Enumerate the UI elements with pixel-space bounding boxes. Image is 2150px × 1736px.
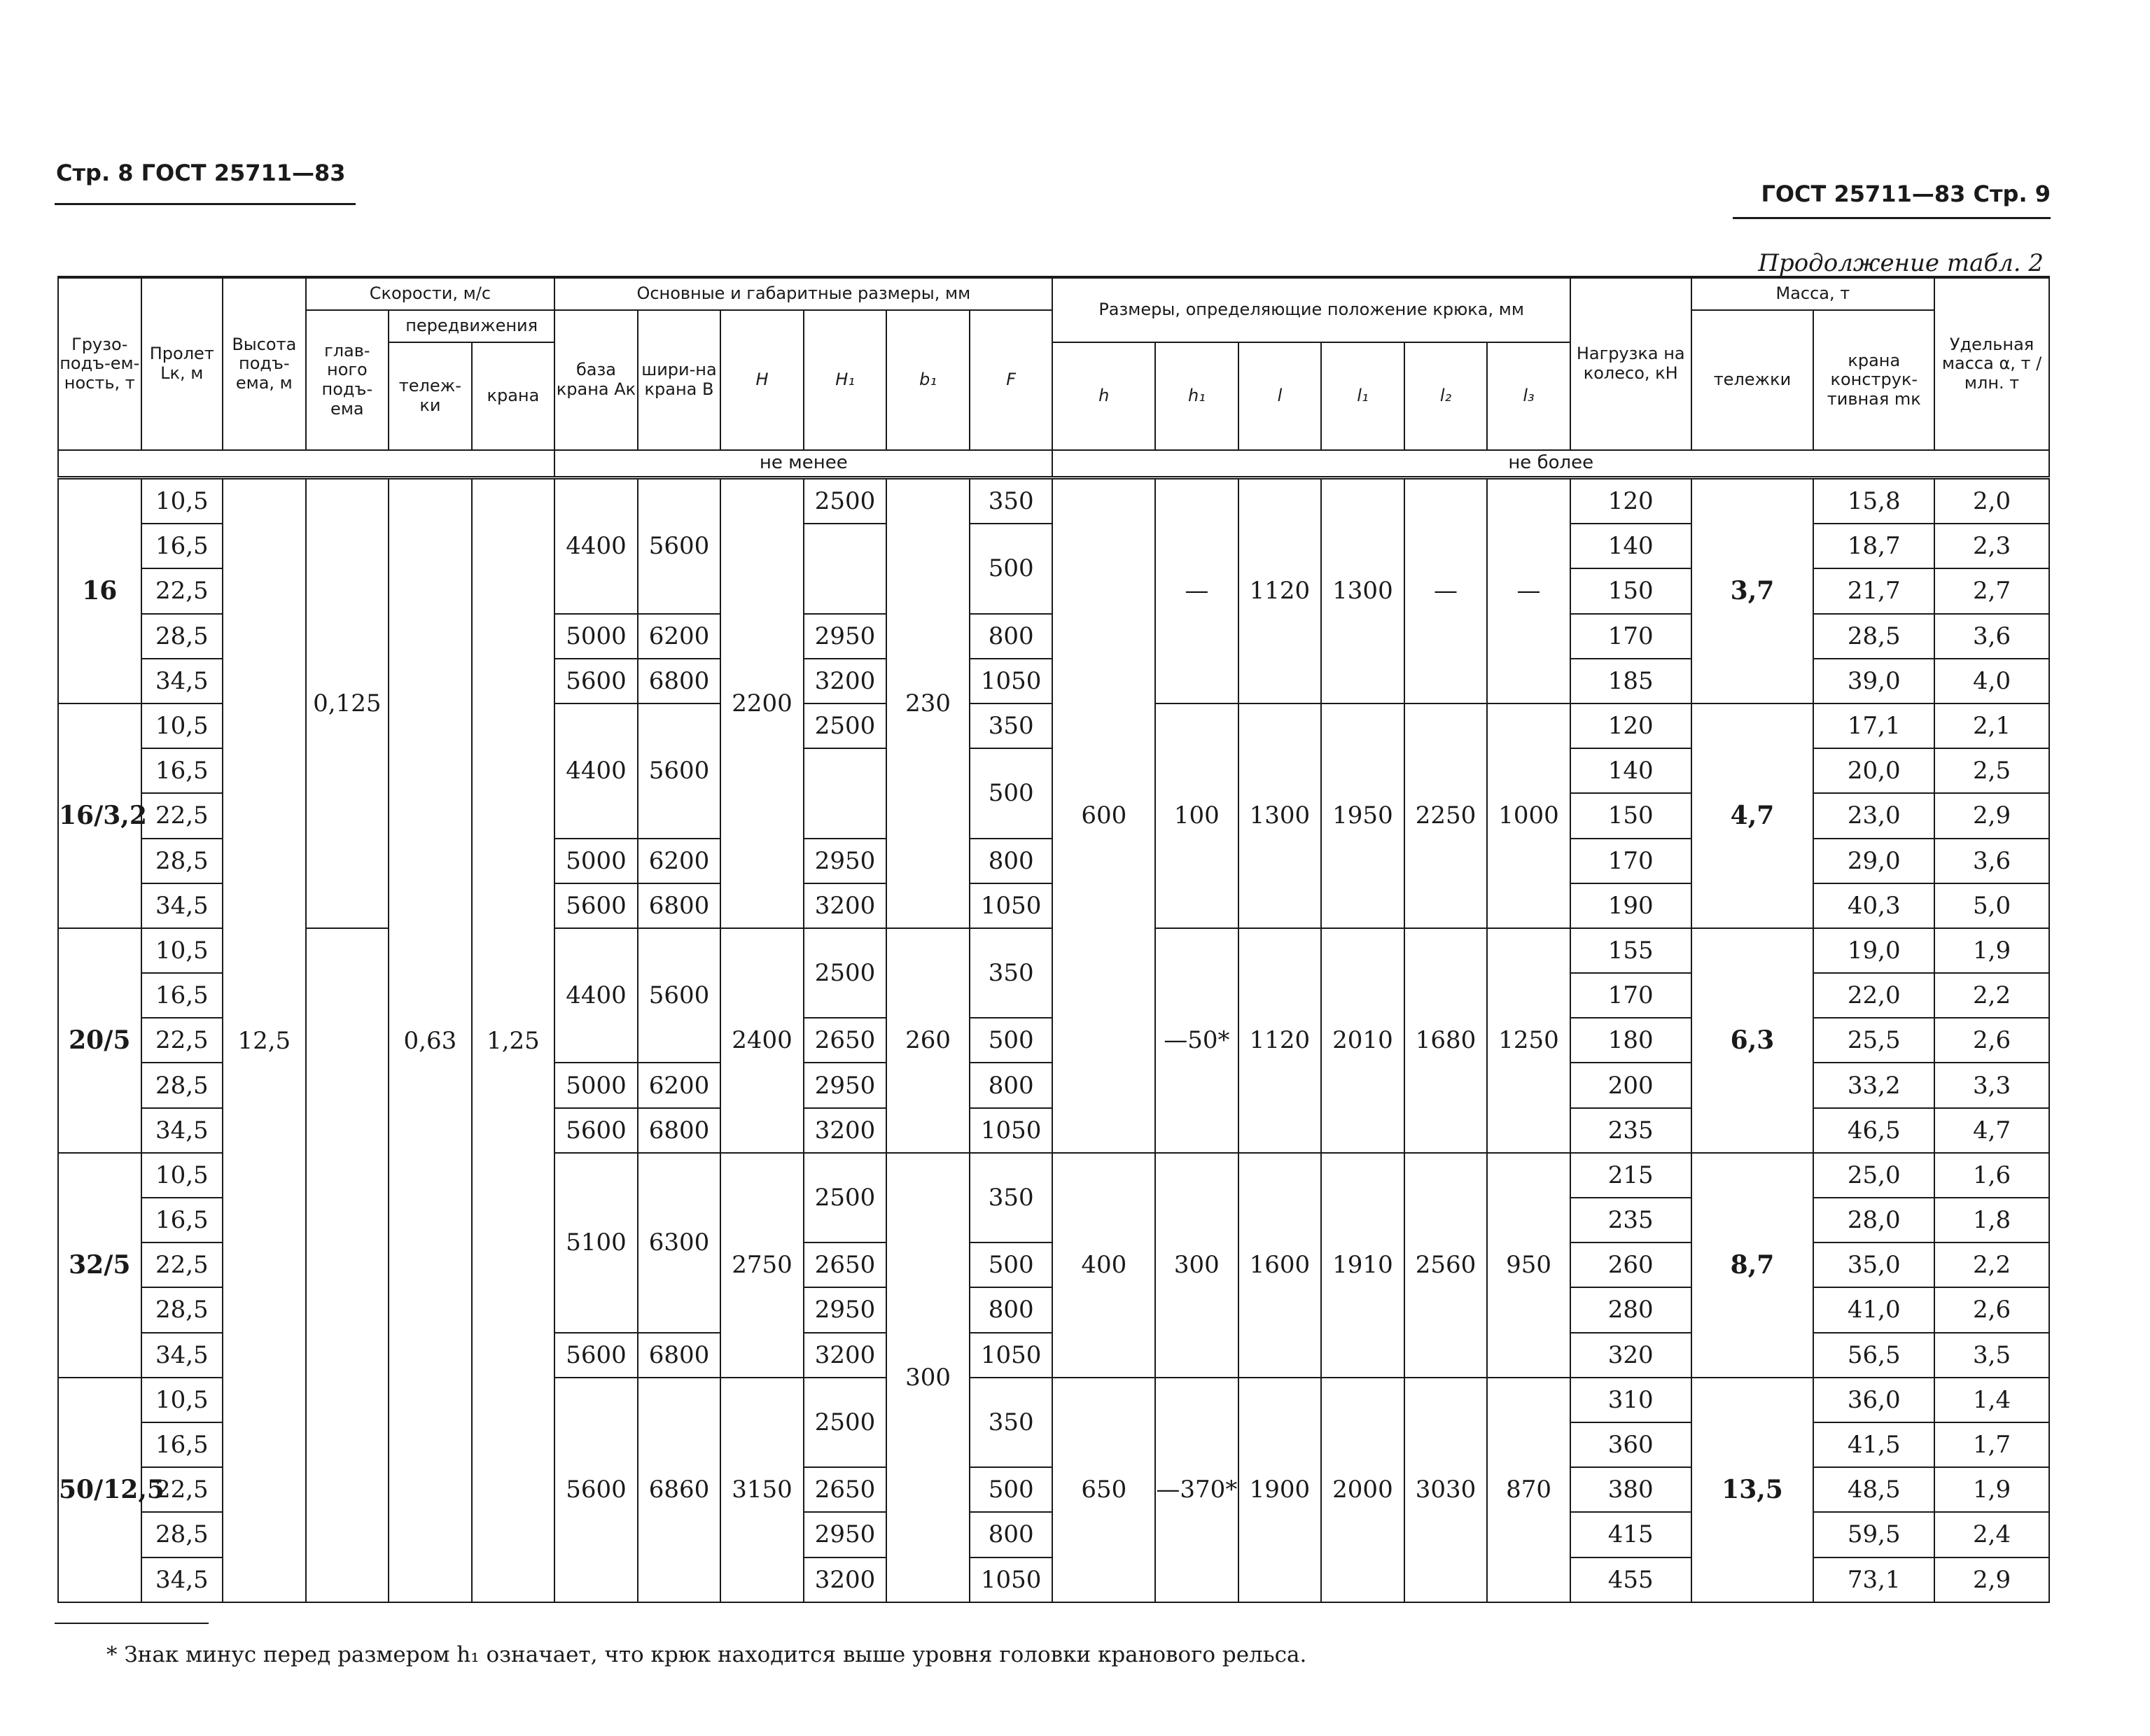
width-cell: 6800 xyxy=(638,883,721,928)
H1-cell: 2650 xyxy=(804,1242,887,1287)
l3-cell: — xyxy=(1487,478,1570,704)
H1-cell: 2650 xyxy=(804,1018,887,1063)
specific-mass-cell: 2,2 xyxy=(1934,1242,2049,1287)
width-cell: 6800 xyxy=(638,1333,721,1378)
span-cell: 16,5 xyxy=(141,524,223,568)
base-cell: 5600 xyxy=(554,1333,638,1378)
b1-cell: 260 xyxy=(886,928,970,1153)
crane-mass-cell: 15,8 xyxy=(1813,478,1934,524)
F-cell: 1050 xyxy=(970,883,1053,928)
l3-cell: 950 xyxy=(1487,1153,1570,1378)
th-l: l xyxy=(1238,342,1322,450)
crane-mass-cell: 59,5 xyxy=(1813,1512,1934,1557)
base-cell: 4400 xyxy=(554,704,638,839)
width-cell: 6800 xyxy=(638,659,721,704)
h-cell: 400 xyxy=(1052,1153,1155,1378)
crane-mass-cell: 20,0 xyxy=(1813,748,1934,793)
base-cell: 5600 xyxy=(554,1378,638,1602)
specific-mass-cell: 2,0 xyxy=(1934,478,2049,524)
th-capacity: Грузо-подъ-ем-ность, т xyxy=(58,277,141,450)
span-cell: 16,5 xyxy=(141,973,223,1018)
th-travel-group: передвижения xyxy=(389,310,554,342)
th-main-lift: глав-ного подъ-ема xyxy=(306,310,389,450)
wheel-load-cell: 170 xyxy=(1570,973,1691,1018)
specific-mass-cell: 1,8 xyxy=(1934,1198,2049,1242)
span-cell: 34,5 xyxy=(141,1108,223,1153)
crane-mass-cell: 25,5 xyxy=(1813,1018,1934,1063)
specific-mass-cell: 1,7 xyxy=(1934,1422,2049,1467)
l1-cell: 1910 xyxy=(1321,1153,1404,1378)
H-cell: 2200 xyxy=(720,478,804,928)
base-cell: 4400 xyxy=(554,478,638,614)
base-cell: 5600 xyxy=(554,1108,638,1153)
l-cell: 1300 xyxy=(1238,704,1322,928)
width-cell: 6800 xyxy=(638,1108,721,1153)
wheel-load-cell: 170 xyxy=(1570,839,1691,883)
th-l3: l₃ xyxy=(1487,342,1570,450)
l1-cell: 1950 xyxy=(1321,704,1404,928)
crane-mass-cell: 35,0 xyxy=(1813,1242,1934,1287)
l-cell: 1600 xyxy=(1238,1153,1322,1378)
H1-cell: 3200 xyxy=(804,659,887,704)
th-crane-mass: крана конструк-тивная mк xyxy=(1813,310,1934,450)
wheel-load-cell: 280 xyxy=(1570,1287,1691,1332)
th-width: шири-на крана B xyxy=(638,310,721,450)
l3-cell: 1000 xyxy=(1487,704,1570,928)
trolley-mass-cell: 8,7 xyxy=(1691,1153,1814,1378)
wheel-load-cell: 120 xyxy=(1570,704,1691,748)
h1-cell: —370* xyxy=(1155,1378,1238,1602)
capacity-cell: 50/12,5 xyxy=(58,1378,141,1602)
span-cell: 22,5 xyxy=(141,793,223,838)
base-cell: 5100 xyxy=(554,1153,638,1333)
wheel-load-cell: 235 xyxy=(1570,1198,1691,1242)
F-cell: 350 xyxy=(970,704,1053,748)
specific-mass-cell: 1,9 xyxy=(1934,1467,2049,1512)
wheel-load-cell: 310 xyxy=(1570,1378,1691,1422)
specific-mass-cell: 3,5 xyxy=(1934,1333,2049,1378)
H-cell: 2750 xyxy=(720,1153,804,1378)
span-cell: 10,5 xyxy=(141,928,223,973)
crane-mass-cell: 41,0 xyxy=(1813,1287,1934,1332)
F-cell: 350 xyxy=(970,478,1053,524)
th-specific-mass: Удельная масса α, т / млн. т xyxy=(1934,277,2049,450)
th-wheel-load: Нагрузка на колесо, кН xyxy=(1570,277,1691,450)
crane-mass-cell: 25,0 xyxy=(1813,1153,1934,1198)
span-cell: 10,5 xyxy=(141,1378,223,1422)
header-rule-left xyxy=(55,203,356,205)
crane-mass-cell: 40,3 xyxy=(1813,883,1934,928)
b1-cell: 300 xyxy=(886,1153,970,1602)
specific-mass-cell: 5,0 xyxy=(1934,883,2049,928)
wheel-load-cell: 120 xyxy=(1570,478,1691,524)
wheel-load-cell: 170 xyxy=(1570,614,1691,659)
span-cell: 22,5 xyxy=(141,1018,223,1063)
H1-cell: 3200 xyxy=(804,1558,887,1602)
specific-mass-cell: 2,1 xyxy=(1934,704,2049,748)
th-h1: h₁ xyxy=(1155,342,1238,450)
page-header-left: Стр. 8 ГОСТ 25711—83 xyxy=(56,160,346,186)
H1-cell: 2500 xyxy=(804,478,887,524)
wheel-load-cell: 190 xyxy=(1570,883,1691,928)
l1-cell: 2000 xyxy=(1321,1378,1404,1602)
crane-speed-cell: 1,25 xyxy=(472,478,555,1603)
F-cell: 500 xyxy=(970,748,1053,838)
page-header-right: ГОСТ 25711—83 Стр. 9 xyxy=(1761,181,2051,207)
F-cell: 800 xyxy=(970,1512,1053,1557)
base-cell: 5000 xyxy=(554,614,638,659)
specific-mass-cell: 1,4 xyxy=(1934,1378,2049,1422)
h1-cell: 300 xyxy=(1155,1153,1238,1378)
crane-specs-table xyxy=(57,276,2050,1603)
wheel-load-cell: 320 xyxy=(1570,1333,1691,1378)
footnote: * Знак минус перед размером h₁ означает, что крюк находится выше уровня головки кранового рельса. xyxy=(106,1642,1307,1667)
span-cell: 34,5 xyxy=(141,659,223,704)
H1-cell: 2950 xyxy=(804,614,887,659)
th-H1: H₁ xyxy=(804,310,887,450)
span-cell: 28,5 xyxy=(141,1287,223,1332)
wheel-load-cell: 360 xyxy=(1570,1422,1691,1467)
trolley-speed-cell: 0,63 xyxy=(389,478,472,1603)
trolley-mass-cell: 6,3 xyxy=(1691,928,1814,1153)
main-lift-speed-cell xyxy=(306,928,389,1602)
F-cell: 500 xyxy=(970,1242,1053,1287)
th-b1: b₁ xyxy=(886,310,970,450)
span-cell: 10,5 xyxy=(141,478,223,524)
specific-mass-cell: 2,3 xyxy=(1934,524,2049,568)
specific-mass-cell: 2,5 xyxy=(1934,748,2049,793)
H1-cell: 2950 xyxy=(804,1063,887,1107)
H1-cell: 3200 xyxy=(804,1333,887,1378)
specific-mass-cell: 2,7 xyxy=(1934,568,2049,613)
th-trolley-mass: тележки xyxy=(1691,310,1814,450)
footnote-rule xyxy=(55,1623,209,1624)
h1-cell: 100 xyxy=(1155,704,1238,928)
main-lift-speed-cell: 0,125 xyxy=(306,478,389,928)
wheel-load-cell: 260 xyxy=(1570,1242,1691,1287)
th-crane-speed: крана xyxy=(472,342,555,450)
span-cell: 34,5 xyxy=(141,1558,223,1602)
th-hook-group: Размеры, определяющие положение крюка, мм xyxy=(1052,277,1570,342)
l2-cell: 1680 xyxy=(1404,928,1488,1153)
wheel-load-cell: 150 xyxy=(1570,568,1691,613)
limit-min-label: не менее xyxy=(554,450,1052,478)
width-cell: 5600 xyxy=(638,478,721,614)
table-continuation-label: Продолжение табл. 2 xyxy=(1758,249,2044,277)
capacity-cell: 16 xyxy=(58,478,141,704)
th-speeds-group: Скорости, м/с xyxy=(306,277,555,310)
l-cell: 1900 xyxy=(1238,1378,1322,1602)
l1-cell: 2010 xyxy=(1321,928,1404,1153)
wheel-load-cell: 235 xyxy=(1570,1108,1691,1153)
width-cell: 6860 xyxy=(638,1378,721,1602)
F-cell: 500 xyxy=(970,1467,1053,1512)
wheel-load-cell: 200 xyxy=(1570,1063,1691,1107)
l2-cell: 2250 xyxy=(1404,704,1488,928)
H1-cell: 2500 xyxy=(804,1153,887,1242)
crane-mass-cell: 17,1 xyxy=(1813,704,1934,748)
span-cell: 16,5 xyxy=(141,748,223,793)
span-cell: 22,5 xyxy=(141,1467,223,1512)
specific-mass-cell: 2,9 xyxy=(1934,793,2049,838)
crane-mass-cell: 48,5 xyxy=(1813,1467,1934,1512)
th-trolley-speed: тележ-ки xyxy=(389,342,472,450)
th-l2: l₂ xyxy=(1404,342,1488,450)
l3-cell: 1250 xyxy=(1487,928,1570,1153)
wheel-load-cell: 415 xyxy=(1570,1512,1691,1557)
crane-mass-cell: 36,0 xyxy=(1813,1378,1934,1422)
base-cell: 5000 xyxy=(554,1063,638,1107)
H1-cell: 2950 xyxy=(804,839,887,883)
base-cell: 4400 xyxy=(554,928,638,1063)
table-body xyxy=(58,478,2049,1603)
trolley-mass-cell: 4,7 xyxy=(1691,704,1814,928)
F-cell: 800 xyxy=(970,839,1053,883)
crane-mass-cell: 41,5 xyxy=(1813,1422,1934,1467)
limits-blank xyxy=(58,450,554,478)
b1-cell: 230 xyxy=(886,478,970,928)
th-F: F xyxy=(970,310,1053,450)
header-rule-right xyxy=(1733,217,2051,219)
crane-mass-cell: 22,0 xyxy=(1813,973,1934,1018)
F-cell: 800 xyxy=(970,1287,1053,1332)
H1-cell: 3200 xyxy=(804,1108,887,1153)
crane-mass-cell: 73,1 xyxy=(1813,1558,1934,1602)
crane-mass-cell: 18,7 xyxy=(1813,524,1934,568)
width-cell: 6200 xyxy=(638,839,721,883)
h-cell: 650 xyxy=(1052,1378,1155,1602)
wheel-load-cell: 180 xyxy=(1570,1018,1691,1063)
trolley-mass-cell: 3,7 xyxy=(1691,478,1814,704)
F-cell: 350 xyxy=(970,1153,1053,1242)
wheel-load-cell: 185 xyxy=(1570,659,1691,704)
F-cell: 350 xyxy=(970,928,1053,1018)
l1-cell: 1300 xyxy=(1321,478,1404,704)
th-base: база крана Aк xyxy=(554,310,638,450)
F-cell: 1050 xyxy=(970,659,1053,704)
specific-mass-cell: 4,7 xyxy=(1934,1108,2049,1153)
table-row xyxy=(58,478,2049,524)
l2-cell: 3030 xyxy=(1404,1378,1488,1602)
wheel-load-cell: 140 xyxy=(1570,524,1691,568)
width-cell: 6200 xyxy=(638,614,721,659)
F-cell: 1050 xyxy=(970,1108,1053,1153)
span-cell: 10,5 xyxy=(141,704,223,748)
F-cell: 800 xyxy=(970,614,1053,659)
specific-mass-cell: 3,3 xyxy=(1934,1063,2049,1107)
base-cell: 5600 xyxy=(554,883,638,928)
width-cell: 5600 xyxy=(638,928,721,1063)
H1-cell: 2500 xyxy=(804,1378,887,1467)
F-cell: 1050 xyxy=(970,1558,1053,1602)
span-cell: 16,5 xyxy=(141,1198,223,1242)
limit-max-label: не более xyxy=(1052,450,2049,478)
wheel-load-cell: 140 xyxy=(1570,748,1691,793)
H1-cell: 2650 xyxy=(804,1467,887,1512)
span-cell: 28,5 xyxy=(141,839,223,883)
span-cell: 28,5 xyxy=(141,1063,223,1107)
h-cell: 600 xyxy=(1052,478,1155,1153)
crane-mass-cell: 56,5 xyxy=(1813,1333,1934,1378)
l2-cell: 2560 xyxy=(1404,1153,1488,1378)
H1-cell xyxy=(804,524,887,613)
specific-mass-cell: 2,6 xyxy=(1934,1287,2049,1332)
F-cell: 1050 xyxy=(970,1333,1053,1378)
H1-cell: 2500 xyxy=(804,928,887,1018)
crane-mass-cell: 23,0 xyxy=(1813,793,1934,838)
specific-mass-cell: 1,6 xyxy=(1934,1153,2049,1198)
crane-mass-cell: 33,2 xyxy=(1813,1063,1934,1107)
th-span: Пролет Lк, м xyxy=(141,277,223,450)
specific-mass-cell: 3,6 xyxy=(1934,839,2049,883)
crane-mass-cell: 29,0 xyxy=(1813,839,1934,883)
th-h: h xyxy=(1052,342,1155,450)
specific-mass-cell: 2,6 xyxy=(1934,1018,2049,1063)
width-cell: 6200 xyxy=(638,1063,721,1107)
th-dims-group: Основные и габаритные размеры, мм xyxy=(554,277,1052,310)
H1-cell: 3200 xyxy=(804,883,887,928)
l-cell: 1120 xyxy=(1238,478,1322,704)
wheel-load-cell: 455 xyxy=(1570,1558,1691,1602)
wheel-load-cell: 215 xyxy=(1570,1153,1691,1198)
span-cell: 28,5 xyxy=(141,614,223,659)
span-cell: 34,5 xyxy=(141,1333,223,1378)
H1-cell xyxy=(804,748,887,838)
width-cell: 6300 xyxy=(638,1153,721,1333)
width-cell: 5600 xyxy=(638,704,721,839)
capacity-cell: 16/3,2 xyxy=(58,704,141,928)
specific-mass-cell: 2,4 xyxy=(1934,1512,2049,1557)
span-cell: 16,5 xyxy=(141,1422,223,1467)
span-cell: 22,5 xyxy=(141,568,223,613)
H-cell: 3150 xyxy=(720,1378,804,1602)
capacity-cell: 20/5 xyxy=(58,928,141,1153)
crane-mass-cell: 28,5 xyxy=(1813,614,1934,659)
F-cell: 350 xyxy=(970,1378,1053,1467)
F-cell: 500 xyxy=(970,1018,1053,1063)
span-cell: 10,5 xyxy=(141,1153,223,1198)
specific-mass-cell: 1,9 xyxy=(1934,928,2049,973)
lift-height-cell: 12,5 xyxy=(223,478,306,1603)
h1-cell: — xyxy=(1155,478,1238,704)
base-cell: 5000 xyxy=(554,839,638,883)
specific-mass-cell: 2,2 xyxy=(1934,973,2049,1018)
span-cell: 28,5 xyxy=(141,1512,223,1557)
wheel-load-cell: 150 xyxy=(1570,793,1691,838)
specific-mass-cell: 3,6 xyxy=(1934,614,2049,659)
crane-mass-cell: 39,0 xyxy=(1813,659,1934,704)
F-cell: 500 xyxy=(970,524,1053,613)
crane-mass-cell: 19,0 xyxy=(1813,928,1934,973)
capacity-cell: 32/5 xyxy=(58,1153,141,1378)
specific-mass-cell: 2,9 xyxy=(1934,1558,2049,1602)
span-cell: 22,5 xyxy=(141,1242,223,1287)
H1-cell: 2950 xyxy=(804,1512,887,1557)
F-cell: 800 xyxy=(970,1063,1053,1107)
l2-cell: — xyxy=(1404,478,1488,704)
th-H: H xyxy=(720,310,804,450)
H1-cell: 2950 xyxy=(804,1287,887,1332)
H1-cell: 2500 xyxy=(804,704,887,748)
wheel-load-cell: 155 xyxy=(1570,928,1691,973)
base-cell: 5600 xyxy=(554,659,638,704)
l-cell: 1120 xyxy=(1238,928,1322,1153)
trolley-mass-cell: 13,5 xyxy=(1691,1378,1814,1602)
wheel-load-cell: 380 xyxy=(1570,1467,1691,1512)
span-cell: 34,5 xyxy=(141,883,223,928)
crane-mass-cell: 28,0 xyxy=(1813,1198,1934,1242)
th-l1: l₁ xyxy=(1321,342,1404,450)
th-mass-group: Масса, т xyxy=(1691,277,1935,310)
H-cell: 2400 xyxy=(720,928,804,1153)
crane-mass-cell: 46,5 xyxy=(1813,1108,1934,1153)
crane-mass-cell: 21,7 xyxy=(1813,568,1934,613)
l3-cell: 870 xyxy=(1487,1378,1570,1602)
h1-cell: —50* xyxy=(1155,928,1238,1153)
th-lift-height: Высота подъ-ема, м xyxy=(223,277,306,450)
specific-mass-cell: 4,0 xyxy=(1934,659,2049,704)
